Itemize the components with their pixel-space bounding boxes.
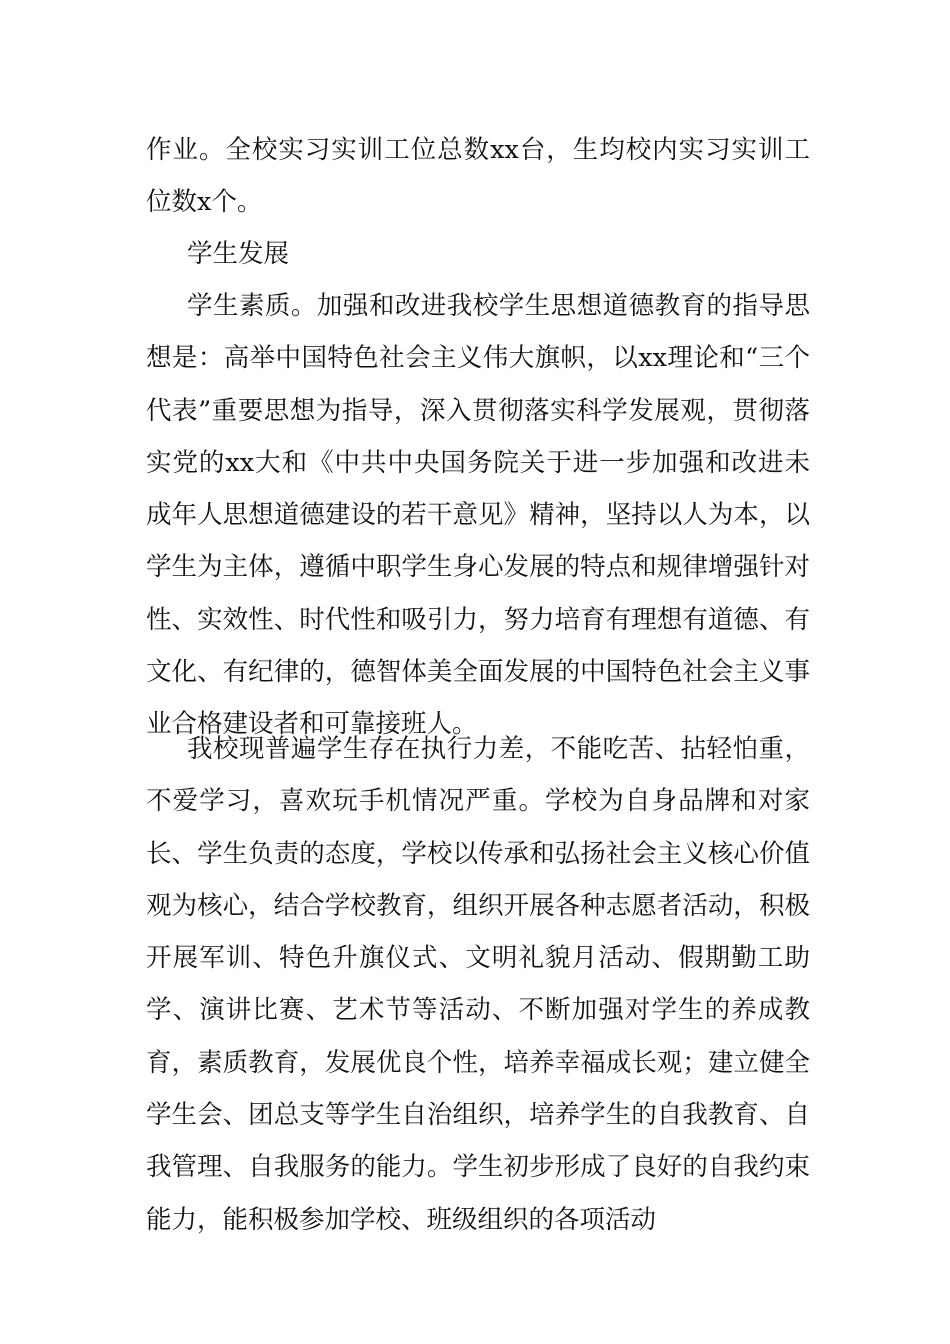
paragraph-continuation [146, 124, 810, 229]
paragraph-text: 我校现普遍学生存在执行力差，不能吃苦、拈轻怕重，不爱学习，喜欢玩手机情况严重。学校为自身品牌和对家长、学生负责的态度，学校以传承和弘扬社会主义核心价值观为核心，结合学校教育，组织开展各种志愿者活动，积极开展军训、特色升旗仪式、文明礼貌月活动、假期勤工助学、演讲比赛、艺术节等活动、不断加强对学生的养成教育，素质教育，发展优良个性，培养幸福成长观；建立健全学生会、团总支等学生自治组织，培养学生的自我教育、自我管理、自我服务的能力。学生初步形成了良好的自我约束能力，能积极参加学校、班级组织的各项活动 [146, 734, 810, 1235]
paragraph-school-status [146, 723, 810, 1246]
paragraph-text: 作业。全校实习实训工位总数xx台，生均校内实习实训工位数x个。 [146, 135, 810, 218]
paragraph-text: 学生素质。加强和改进我校学生思想道德教育的指导思想是：高举中国特色社会主义伟大旗帜，以xx理论和“三个代表”重要思想为指导，深入贯彻落实科学发展观，贯彻落实党的xx大和《中共中央国务院关于进一步加强和改进未成年人思想道德建设的若干意见》精神，坚持以人为本，以学生为主体，遵循中职学生身心发展的特点和规律增强针对性、实效性、时代性和吸引力，努力培育有理想有道德、有文化、有纪律的，德智体美全面发展的中国特色社会主义事业合格建设者和可靠接班人。 [146, 291, 810, 740]
paragraph-student-quality [146, 280, 810, 751]
section-heading [146, 228, 810, 280]
section-heading-text: 学生发展 [187, 239, 290, 269]
